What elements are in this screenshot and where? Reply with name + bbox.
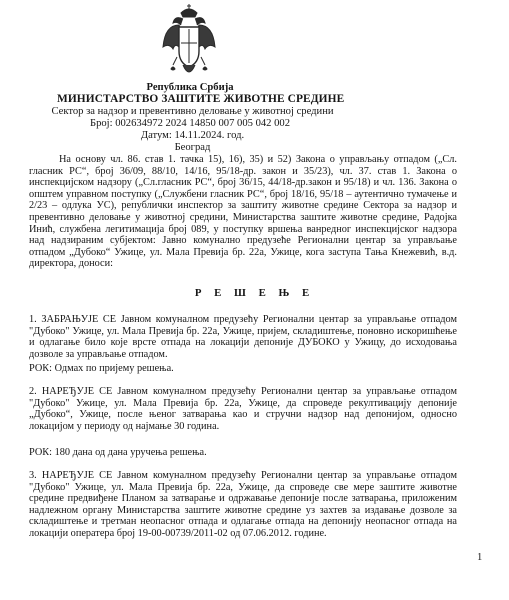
intro-paragraph: На основу чл. 86. став 1. тачка 15), 16), 35) и 52) Закона о управљању отпадом („Сл. гласник РС“, број 36/09, 88/10, 14/16, 95/18-др. закон и 35/23), чл. 37. став 1. Закона о инспекцијском надзору („Сл.гласник РС“, број 36/15, 44/18-др.закон и 95/18) и чл. 136. Закона о општем управном поступку („Службени гласник РС“, број 18/16, 95/18 – аутентично тумачење и 2/23 – одлука УС), републички инспектор за заштиту животне средине Сектора за надзор и превентивно деловање у животној средини, Министарства заштите животне средине, Радојка Инић, службена легитимација број 089, у поступку вршења ванредног инспекцијског надзора над надзираним субјектом: Јавно комунално предузеће Регионални центар за управљање отпадом „Дубоко“ Ужице, ул. Мала Превија бр. 22а, Ужице, кога заступа Тања Кнежевић, в.д. директора, доноси: bbox=[29, 154, 457, 270]
document-number: Број: 002634972 2024 14850 007 005 042 002 bbox=[89, 118, 290, 129]
document-date: Датум: 14.11.2024. год. bbox=[140, 130, 245, 141]
decision-item-1: 1. ЗАБРАЊУЈЕ СЕ Јавном комуналном предузећу Регионални центар за управљање отпадом "Дубоко" Ужице, ул. Мала Превија бр. 22а, Ужице, пријем, складиштење, поновно искоришћење и одлагање било које врсте отпада на локацији депоније ДУБОКО у Ужицу, до исходовања дозволе за управљање отпадом. bbox=[29, 314, 457, 360]
serbian-coat-of-arms-icon bbox=[161, 3, 217, 79]
deadline-1: РОК: Одмах по пријему решења. bbox=[29, 363, 174, 374]
republic-name: Република Србија bbox=[146, 82, 234, 93]
document-city: Београд bbox=[174, 142, 211, 153]
ministry-name: МИНИСТАРСТВО ЗАШТИТЕ ЖИВОТНЕ СРЕДИНЕ bbox=[57, 93, 345, 105]
decision-item-2: 2. НАРЕЂУЈЕ СЕ Јавном комуналном предузећу Регионални центар за управљање отпадом "Дубоко" Ужице, ул. Мала Превија бр. 22а, Ужице, да спроведе рекултивацију депоније „Дубоко“, Ужице, после њеног затварања као и стручни надзор над депонијом, односно локацијом у периоду од најмање 30 година. bbox=[29, 386, 457, 432]
decision-item-3: 3. НАРЕЂУЈЕ СЕ Јавном комуналном предузећу Регионални центар за управљање отпадом "Дубоко" Ужице, ул. Мала Превија бр. 22а, Ужице, да спроведе све мере заштите животне средине предвиђене Планом за затварање и одржавање депоније после затварања, приложеним надлежном органу Министарства заштите животне средине уз захтев за издавање дозволе за складиштење и третман неопасног отпада и одлагање отпада на депонију неопасног отпада на локацији оператера број 19-00-00739/2011-02 од 07.06.2012. године. bbox=[29, 470, 457, 539]
page-number: 1 bbox=[477, 552, 483, 563]
decision-title: Р Е Ш Е Њ Е bbox=[194, 287, 315, 299]
sector-name: Сектор за надзор и превентивно деловање у животној средини bbox=[51, 106, 334, 117]
deadline-2: РОК: 180 дана од дана уручења решења. bbox=[29, 447, 207, 458]
